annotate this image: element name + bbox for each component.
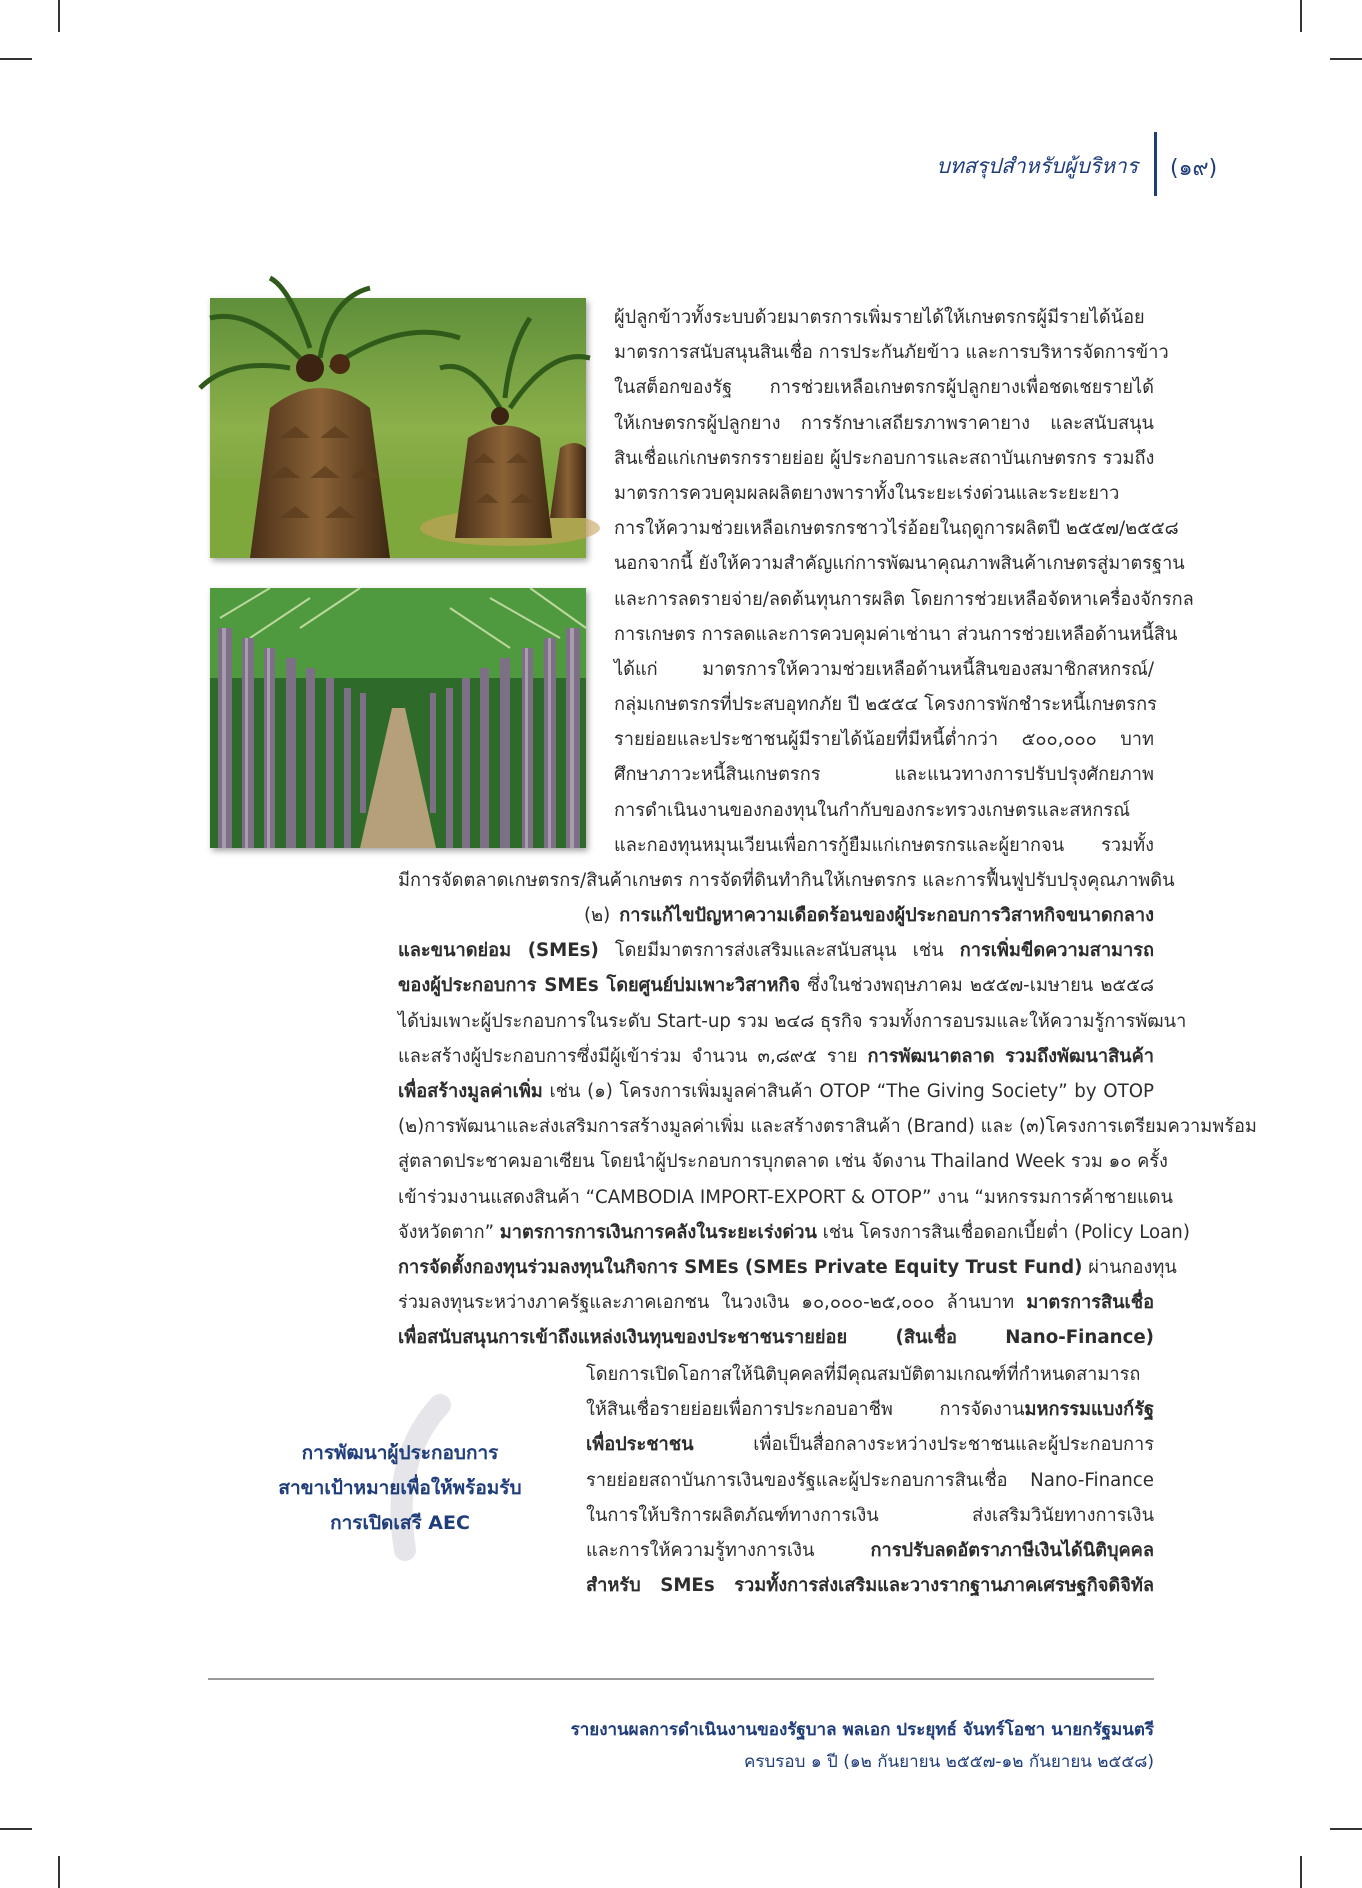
text-line: กลุ่มเกษตรกรที่ประสบอุทกภัย ปี ๒๕๕๔ โครงการพักชำระหนี้เกษตรกร — [614, 694, 1157, 716]
text-line: รายย่อยและประชาชนผู้มีรายได้น้อยที่มีหนี้ต่ำกว่า ๕๐๐,๐๐๐ บาท — [614, 729, 1154, 751]
footer-rule — [208, 1678, 1154, 1680]
text-line: การเกษตร การลดและการควบคุมค่าเช่านา ส่วนการช่วยเหลือด้านหนี้สิน — [614, 623, 1178, 645]
crop-mark — [0, 58, 32, 60]
bold-text: มาตรการสินเชื่อ — [1026, 1292, 1154, 1314]
text-run: เช่น โครงการสินเชื่อดอกเบี้ยต่ำ (Policy Loan) — [816, 1221, 1190, 1243]
crop-mark — [1300, 1856, 1302, 1888]
text-run: ให้สินเชื่อรายย่อยเพื่อการประกอบอาชีพ การจัดงาน — [586, 1399, 1025, 1421]
crop-mark — [1330, 1828, 1362, 1830]
paragraph-nano-finance — [586, 1357, 1154, 1603]
text-line: และกองทุนหมุนเวียนเพื่อการกู้ยืมแก่เกษตรกรและผู้ยากจน รวมทั้ง — [614, 834, 1154, 856]
text-run: (๒) — [584, 905, 620, 926]
text-run: ร่วมลงทุนระหว่างภาครัฐและภาคเอกชน ในวงเงิน ๑๐,๐๐๐-๒๕,๐๐๐ ล้านบาท — [398, 1292, 1027, 1314]
text-line — [398, 898, 1154, 933]
crop-mark — [58, 1856, 60, 1888]
text-line: ได้แก่ มาตรการให้ความช่วยเหลือด้านหนี้สินของสมาชิกสหกรณ์/ — [614, 658, 1154, 680]
footer-report-title: รายงานผลการดำเนินงานของรัฐบาล พลเอก ประยุทธ์ จันทร์โอชา นายกรัฐมนตรี — [570, 1720, 1154, 1740]
text-line — [398, 1004, 1187, 1039]
text-line: การให้ความช่วยเหลือเกษตรกรชาวไร่อ้อยในฤดูการผลิตปี ๒๕๕๗/๒๕๕๘ — [614, 518, 1179, 540]
text-line: นอกจากนี้ ยังให้ความสำคัญแก่การพัฒนาคุณภาพสินค้าเกษตรสู่มาตรฐาน — [614, 553, 1185, 575]
page-number: (๑๙) — [1170, 156, 1218, 181]
bold-text: มหกรรมแบงก์รัฐ — [1024, 1399, 1154, 1421]
bold-text: เพื่อสนับสนุนการเข้าถึงแหล่งเงินทุนของประชาชนรายย่อย (สินเชื่อ Nano-Finance) — [398, 1327, 1154, 1349]
bold-text: การปรับลดอัตราภาษีเงินได้นิติบุคคล — [870, 1539, 1154, 1561]
text-line: มาตรการสนับสนุนสินเชื่อ การประกันภัยข้าว และการบริหารจัดการข้าว — [614, 342, 1169, 364]
text-line — [398, 1109, 1257, 1144]
text-run: (๒)การพัฒนาและส่งเสริมการสร้างมูลค่าเพิ่ม และสร้างตราสินค้า (Brand) และ (๓)โครงการเตรียมความพร้อม — [398, 1116, 1257, 1138]
caption-line: สาขาเป้าหมายเพื่อให้พร้อมรับ — [278, 1477, 522, 1499]
text-line — [398, 1250, 1177, 1285]
text-run: จังหวัดตาก” — [398, 1221, 500, 1243]
text-run: และสร้างผู้ประกอบการซึ่งมีผู้เข้าร่วม จำนวน ๓,๘๙๕ ราย — [398, 1045, 868, 1067]
sugarcane-illustration — [210, 588, 586, 848]
footer-period: ครบรอบ ๑ ปี (๑๒ กันยายน ๒๕๕๗-๑๒ กันยายน ๒๕๕๘) — [743, 1752, 1154, 1772]
text-run: สู่ตลาดประชาคมอาเซียน โดยนำผู้ประกอบการบุกตลาด เช่น จัดงาน Thailand Week รวม ๑๐ ครั้ง — [398, 1151, 1168, 1173]
text-line: สินเชื่อแก่เกษตรกรรายย่อย ผู้ประกอบการและสถาบันเกษตรกร รวมถึง — [614, 447, 1155, 469]
text-line: ในสต็อกของรัฐ การช่วยเหลือเกษตรกรผู้ปลูกยางเพื่อชดเชยรายได้ — [614, 377, 1154, 399]
bold-text: และขนาดย่อม (SMEs) — [398, 940, 599, 962]
bold-text: ของผู้ประกอบการ SMEs โดยศูนย์บ่มเพาะวิสาหกิจ — [398, 975, 801, 997]
text-run: ซึ่งในช่วงพฤษภาคม ๒๕๕๗-เมษายน ๒๕๕๘ — [800, 975, 1154, 997]
bold-text: การเพิ่มขีดความสามารถ — [959, 940, 1155, 962]
crop-mark — [0, 1828, 32, 1830]
text-line — [398, 1074, 1154, 1109]
text-run: ได้บ่มเพาะผู้ประกอบการในระดับ Start-up รวม ๒๔๘ ธุรกิจ รวมทั้งการอบรมและให้ความรู้การพัฒนา — [398, 1010, 1187, 1032]
text-line — [398, 1215, 1190, 1250]
text-line: และการลดรายจ่าย/ลดต้นทุนการผลิต โดยการช่วยเหลือจัดหาเครื่องจักรกล — [614, 588, 1194, 610]
sugarcane-field-photo — [210, 588, 586, 848]
paragraph-agriculture — [614, 300, 1194, 863]
text-run: ผ่านกองทุน — [1082, 1256, 1177, 1278]
paragraph-sme — [398, 898, 1257, 1355]
text-line — [398, 1285, 1154, 1320]
crop-mark — [1300, 0, 1302, 32]
text-line — [398, 1320, 1154, 1355]
text-line — [398, 933, 1154, 968]
caption-line: การเปิดเสรี AEC — [330, 1512, 470, 1534]
text-run: โดยการเปิดโอกาสให้นิติบุคคลที่มีคุณสมบัติตามเกณฑ์ที่กำหนดสามารถ — [586, 1364, 1141, 1385]
palm-trees-photo — [210, 298, 586, 558]
bold-text: สำหรับ SMEs รวมทั้งการส่งเสริมและวางรากฐานภาคเศรษฐกิจดิจิทัล — [586, 1575, 1154, 1597]
text-line — [586, 1392, 1154, 1427]
text-line: ให้เกษตรกรผู้ปลูกยาง การรักษาเสถียรภาพราคายาง และสนับสนุน — [614, 412, 1154, 434]
section-title: บทสรุปสำหรับผู้บริหาร — [936, 154, 1138, 178]
text-line — [398, 1039, 1154, 1074]
text-line: มาตรการควบคุมผลผลิตยางพาราทั้งในระยะเร่งด่วนและระยะยาว — [614, 482, 1120, 504]
text-run: โดยมีมาตรการส่งเสริมและสนับสนุน เช่น — [598, 940, 960, 962]
text-line — [586, 1463, 1154, 1498]
text-run: และการให้ความรู้ทางการเงิน — [586, 1539, 871, 1561]
text-run: รายย่อยสถาบันการเงินของรัฐและผู้ประกอบการสินเชื่อ Nano-Finance — [586, 1469, 1154, 1491]
bold-text: การแก้ไขปัญหาความเดือดร้อนของผู้ประกอบการวิสาหกิจขนาดกลาง — [619, 905, 1154, 926]
text-line — [398, 968, 1154, 1003]
text-line — [586, 1568, 1154, 1603]
text-line — [586, 1357, 1154, 1392]
bold-text: การพัฒนาตลาด รวมถึงพัฒนาสินค้า — [867, 1045, 1154, 1067]
caption-line: การพัฒนาผู้ประกอบการ — [301, 1442, 499, 1464]
sidebar-caption — [268, 1436, 532, 1541]
text-line — [398, 1180, 1173, 1215]
text-run: เช่น (๑) โครงการเพิ่มมูลค่าสินค้า OTOP “The Giving Society” by OTOP — [542, 1080, 1154, 1102]
header-divider — [1154, 132, 1157, 196]
palm-trees-illustration — [210, 298, 586, 558]
text-line: การดำเนินงานของกองทุนในกำกับของกระทรวงเกษตรและสหกรณ์ — [614, 799, 1131, 821]
bold-text: เพื่อประชาชน — [586, 1434, 694, 1456]
paragraph-agriculture-end — [398, 863, 1175, 898]
text-line: ศึกษาภาวะหนี้สินเกษตรกร และแนวทางการปรับปรุงศักยภาพ — [614, 764, 1154, 786]
text-line: ผู้ปลูกข้าวทั้งระบบด้วยมาตรการเพิ่มรายได้ให้เกษตรกรผู้มีรายได้น้อย — [614, 307, 1145, 328]
crop-mark — [1330, 58, 1362, 60]
text-run: ในการให้บริการผลิตภัณฑ์ทางการเงิน ส่งเสริมวินัยทางการเงิน — [586, 1504, 1154, 1526]
bold-text: เพื่อสร้างมูลค่าเพิ่ม — [398, 1080, 543, 1102]
bold-text: การจัดตั้งกองทุนร่วมลงทุนในกิจการ SMEs (SMEs Private Equity Trust Fund) — [398, 1256, 1083, 1278]
text-run: เพื่อเป็นสื่อกลางระหว่างประชาชนและผู้ประกอบการ — [693, 1434, 1154, 1456]
text-run: เข้าร่วมงานแสดงสินค้า “CAMBODIA IMPORT-EXPORT & OTOP” งาน “มหกรรมการค้าชายแดน — [398, 1186, 1173, 1208]
text-line — [398, 1144, 1168, 1179]
text-line — [586, 1533, 1154, 1568]
text-line: มีการจัดตลาดเกษตรกร/สินค้าเกษตร การจัดที่ดินทำกินให้เกษตรกร และการฟื้นฟูปรับปรุงคุณภาพดิน — [398, 870, 1175, 891]
bold-text: มาตรการการเงินการคลังในระยะเร่งด่วน — [499, 1221, 817, 1243]
text-line — [586, 1498, 1154, 1533]
text-line — [586, 1427, 1154, 1462]
crop-mark — [58, 0, 60, 32]
